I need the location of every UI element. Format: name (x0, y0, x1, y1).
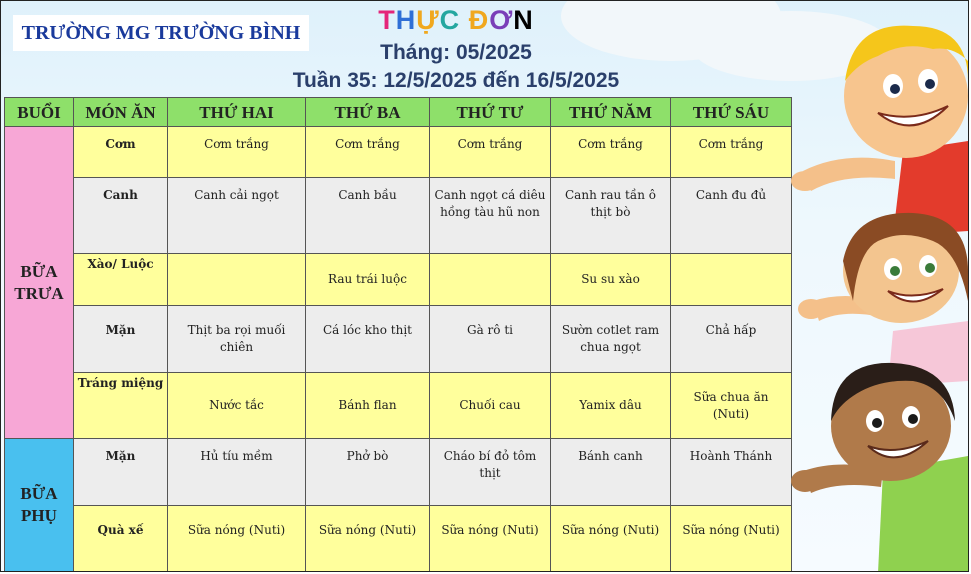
kid-girl-icon (798, 213, 968, 386)
menu-title (1, 5, 911, 36)
menu-title-letter: Ơ (489, 5, 514, 35)
kid-blonde-icon (791, 26, 968, 236)
menu-cell: Sữa nóng (Nuti) (551, 506, 671, 572)
table-row (5, 254, 792, 306)
header-thursday: THỨ NĂM (551, 98, 671, 127)
menu-title-letter: T (378, 5, 396, 35)
table-row (5, 506, 792, 572)
session-lunch-line2: TRƯA (14, 283, 64, 303)
kid-dark-hair-icon (791, 363, 968, 572)
session-snack (5, 439, 74, 572)
header-dish: MÓN ĂN (74, 98, 168, 127)
school-name-label: TRƯỜNG MG TRƯỜNG BÌNH (13, 15, 309, 51)
session-lunch-line1: BỮA (20, 261, 58, 281)
menu-cell (430, 254, 551, 306)
menu-cell: Sữa chua ăn (Nuti) (671, 373, 792, 439)
dish-label: Canh (74, 178, 168, 254)
menu-cell: Rau trái luộc (306, 254, 430, 306)
menu-cell: Chả hấp (671, 306, 792, 373)
menu-cell: Yamix dâu (551, 373, 671, 439)
menu-cell: Nước tắc (168, 373, 306, 439)
menu-cell: Sữa nóng (Nuti) (168, 506, 306, 572)
header-friday: THỨ SÁU (671, 98, 792, 127)
menu-cell: Hủ tíu mềm (168, 439, 306, 506)
table-header-row (5, 98, 792, 127)
menu-title-letter: H (395, 5, 417, 35)
menu-table (4, 97, 792, 572)
menu-title-letter: C (439, 5, 461, 35)
menu-title-letter (460, 5, 469, 35)
header-wednesday: THỨ TƯ (430, 98, 551, 127)
menu-cell: Chuối cau (430, 373, 551, 439)
menu-cell: Cơm trắng (306, 127, 430, 178)
menu-cell: Sữa nóng (Nuti) (671, 506, 792, 572)
children-illustration (783, 1, 968, 572)
session-snack-line1: BỮA (20, 484, 58, 503)
dish-label: Quà xế (74, 506, 168, 572)
dish-label: Mặn (74, 306, 168, 373)
menu-cell: Canh bầu (306, 178, 430, 254)
menu-cell: Cơm trắng (168, 127, 306, 178)
menu-title-letter: Ự (416, 5, 440, 35)
month-label: Tháng: 05/2025 (380, 41, 532, 64)
header-tuesday: THỨ BA (306, 98, 430, 127)
menu-cell: Cháo bí đỏ tôm thịt (430, 439, 551, 506)
table-row (5, 439, 792, 506)
menu-cell (168, 254, 306, 306)
table-row (5, 306, 792, 373)
table-row (5, 373, 792, 439)
header-session: BUỔI (5, 98, 74, 127)
menu-cell (671, 254, 792, 306)
dish-label: Tráng miệng (74, 373, 168, 439)
table-row (5, 178, 792, 254)
session-lunch (5, 127, 74, 439)
table-row (5, 127, 792, 178)
menu-cell: Canh cải ngọt (168, 178, 306, 254)
menu-cell: Sườn cotlet ram chua ngọt (551, 306, 671, 373)
menu-cell: Cơm trắng (551, 127, 671, 178)
menu-cell: Cơm trắng (430, 127, 551, 178)
menu-cell: Hoành Thánh (671, 439, 792, 506)
menu-cell: Sữa nóng (Nuti) (306, 506, 430, 572)
dish-label: Mặn (74, 439, 168, 506)
menu-cell: Cá lóc kho thịt (306, 306, 430, 373)
menu-cell: Sữa nóng (Nuti) (430, 506, 551, 572)
menu-title-letter: Đ (468, 5, 490, 35)
session-snack-line2: PHỤ (21, 506, 57, 525)
menu-cell: Cơm trắng (671, 127, 792, 178)
menu-title-letter: N (513, 5, 534, 35)
menu-cell: Canh ngọt cá diêu hồng tàu hũ non (430, 178, 551, 254)
menu-cell: Bánh flan (306, 373, 430, 439)
dish-label: Cơm (74, 127, 168, 178)
menu-cell: Bánh canh (551, 439, 671, 506)
menu-cell: Thịt ba rọi muối chiên (168, 306, 306, 373)
menu-cell: Gà rô ti (430, 306, 551, 373)
week-label: Tuần 35: 12/5/2025 đến 16/5/2025 (292, 69, 620, 92)
menu-cell: Canh rau tần ô thịt bò (551, 178, 671, 254)
dish-label: Xào/ Luộc (74, 254, 168, 306)
header-monday: THỨ HAI (168, 98, 306, 127)
menu-cell: Canh đu đủ (671, 178, 792, 254)
menu-cell: Su su xào (551, 254, 671, 306)
menu-cell: Phở bò (306, 439, 430, 506)
